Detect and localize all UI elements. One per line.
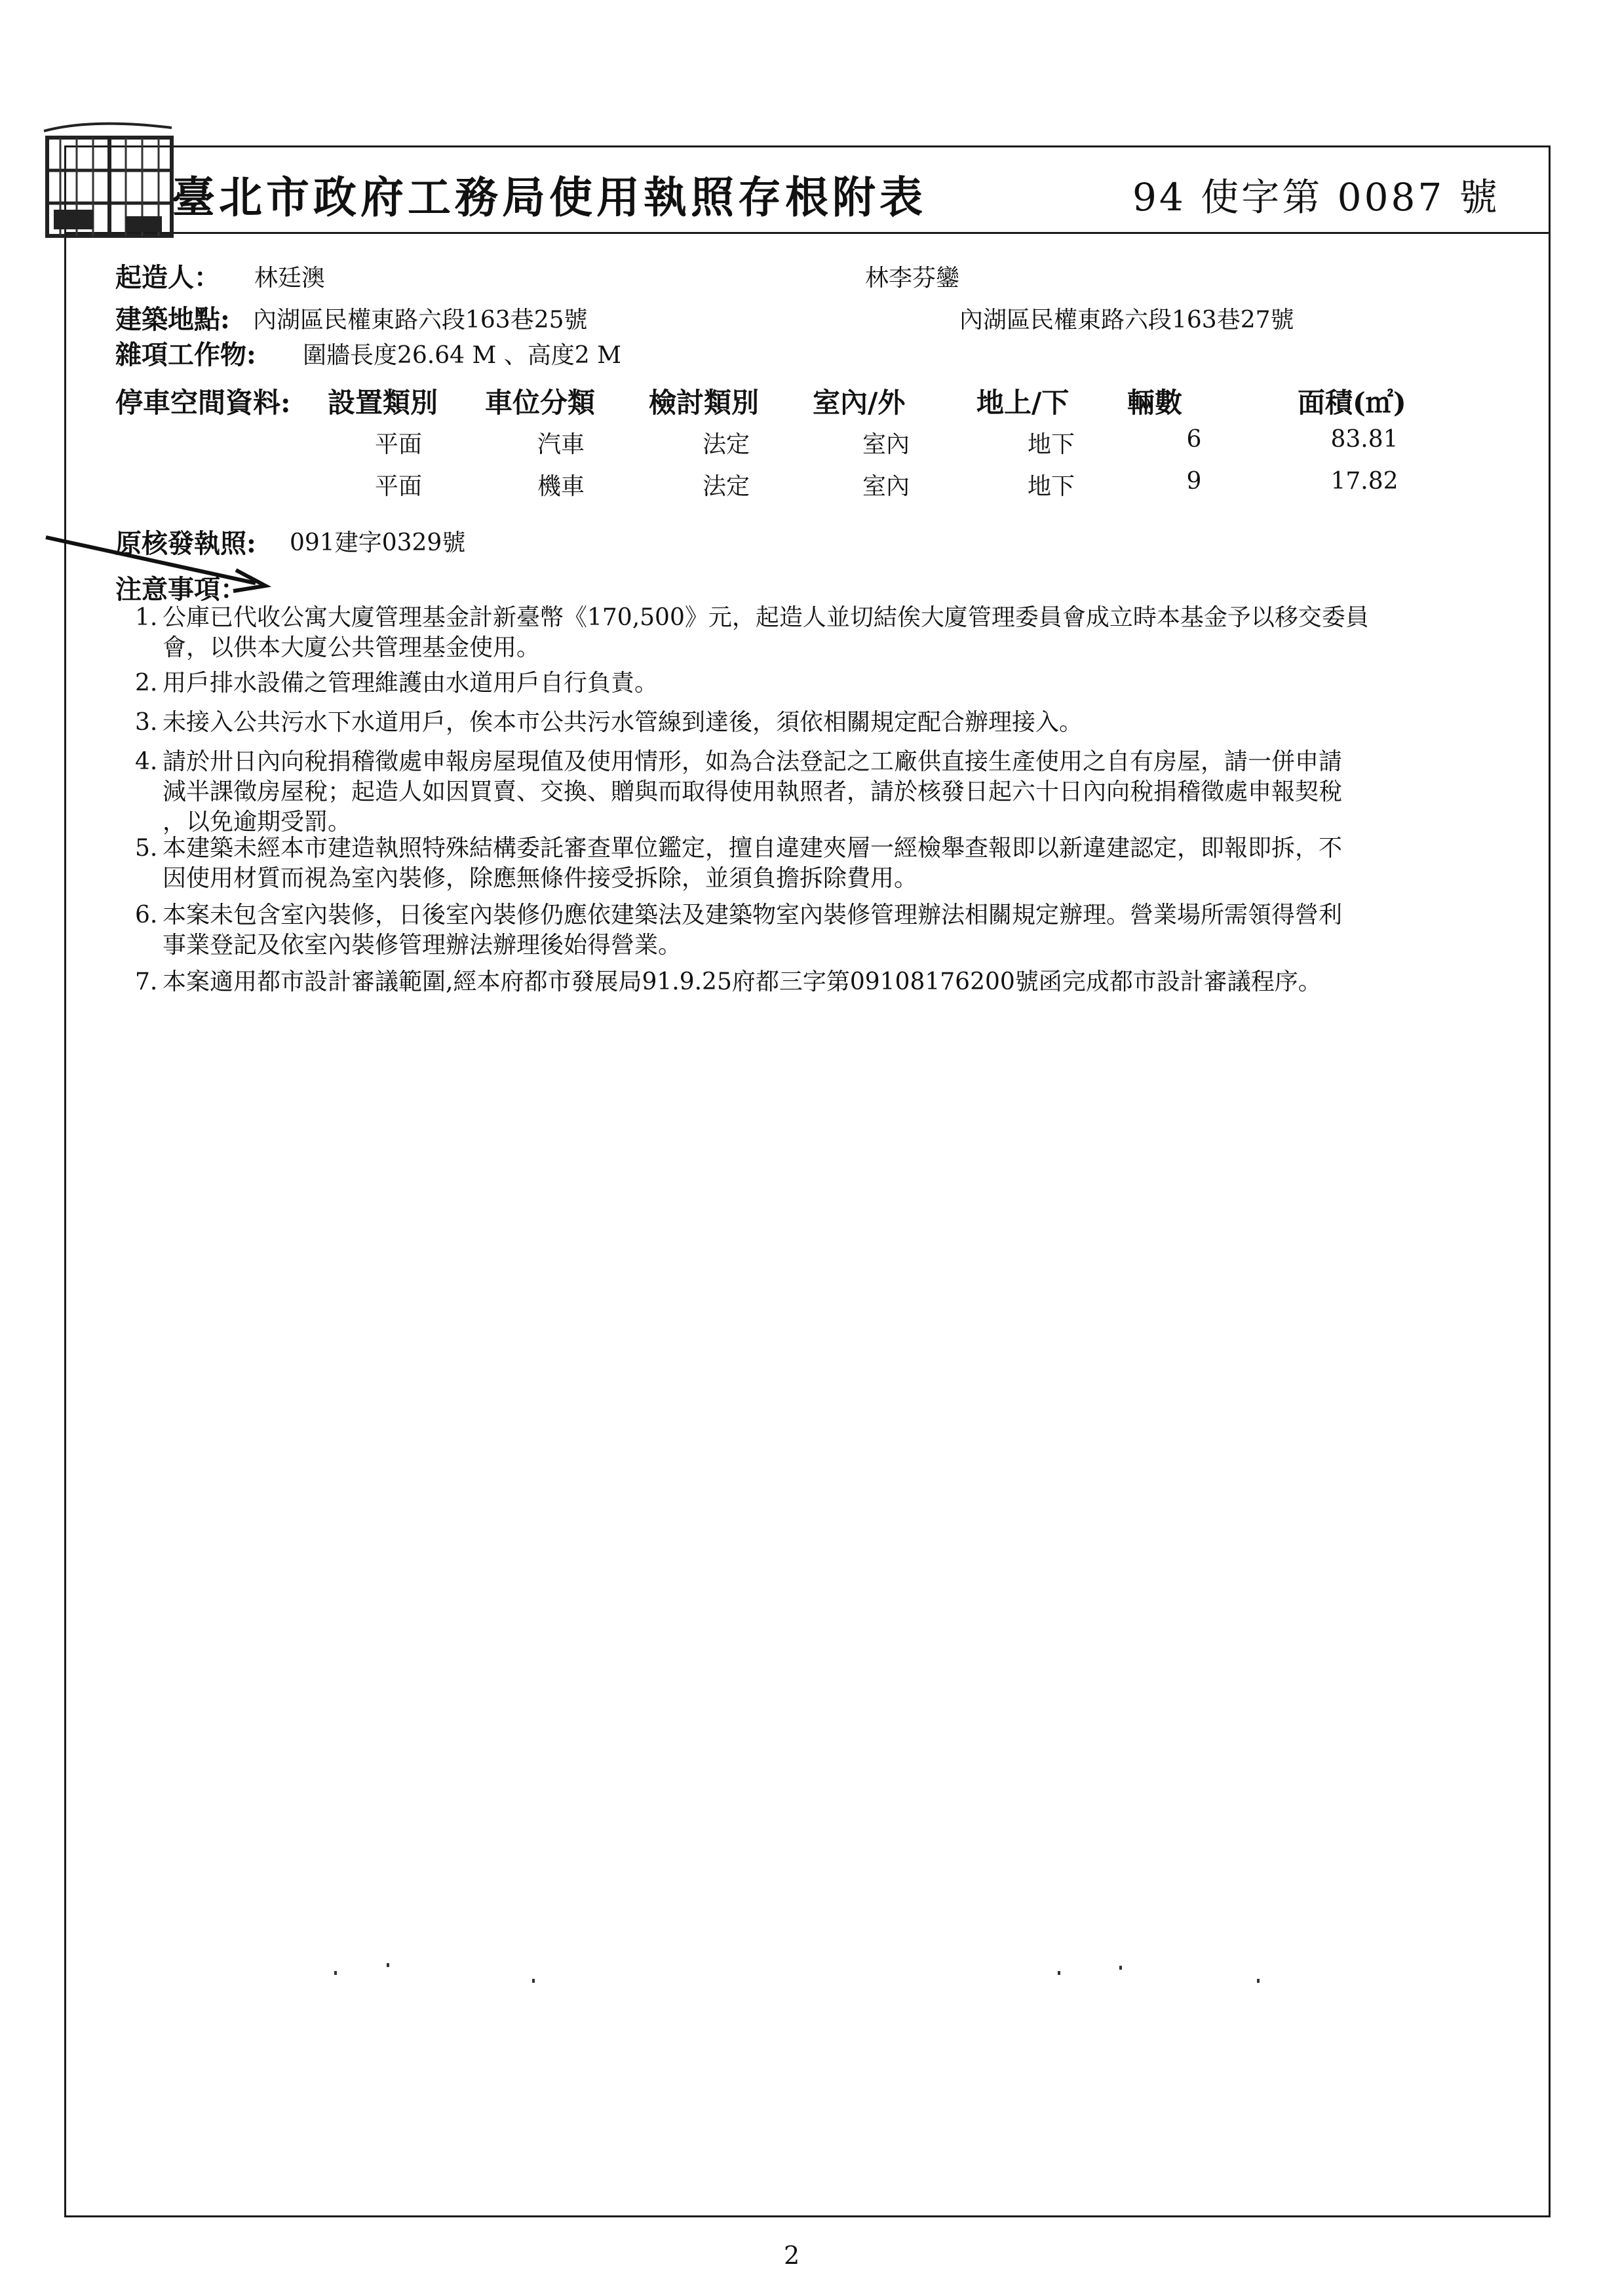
parking-header-cell: 檢討類別 — [649, 387, 760, 419]
note-item — [135, 747, 1537, 837]
note-line: 減半課徵房屋稅；起造人如因買賣、交換、贈與而取得使用執照者，請於核發日起六十日內向稅捐稽徵處申報契稅 — [163, 778, 1343, 805]
license-number: 94 使字第 0087 號 — [1132, 175, 1500, 220]
parking-cell: 法定 — [702, 473, 750, 500]
parking-cell: 9 — [1186, 468, 1202, 495]
note-item — [135, 967, 1537, 997]
notes-label: 注意事項： — [115, 574, 246, 605]
site-address-2: 內湖區民權東路六段163巷27號 — [959, 307, 1294, 334]
page-number: 2 — [784, 2241, 800, 2270]
official-seal-stamp — [41, 118, 178, 249]
parking-cell: 地下 — [1027, 473, 1075, 500]
document-title: 臺北市政府工務局使用執照存根附表 — [172, 172, 927, 223]
parking-cell: 汽車 — [537, 431, 585, 458]
parking-cell: 法定 — [702, 431, 750, 458]
site-label: 建築地點: — [115, 304, 230, 335]
note-line: 本建築未經本市建造執照特殊結構委託審查單位鑑定，擅自違建夾層一經檢舉查報即以新違建認定，即報即拆，不 — [163, 835, 1343, 862]
scan-speck — [334, 1971, 337, 1975]
document-frame — [64, 145, 1551, 2217]
note-number: 4. — [135, 748, 158, 775]
site-address-1: 內湖區民權東路六段163巷25號 — [253, 307, 588, 334]
original-license-label: 原核發執照: — [115, 528, 256, 559]
scan-speck — [1257, 1979, 1260, 1983]
note-line: 事業登記及依室內裝修管理辦法辦理後始得營業。 — [163, 932, 682, 959]
parking-header-cell: 輛數 — [1127, 387, 1183, 419]
applicant-name-1: 林廷澳 — [254, 265, 326, 292]
parking-header-cell: 設置類別 — [328, 387, 438, 419]
note-item — [135, 668, 1537, 698]
note-item — [135, 833, 1537, 894]
note-item — [135, 708, 1537, 738]
note-line: 因使用材質而視為室內裝修，除應無條件接受拆除，並須負擔拆除費用。 — [163, 865, 918, 892]
parking-cell: 17.82 — [1330, 468, 1398, 495]
misc-works-value: 圍牆長度26.64 M 、高度2 M — [303, 342, 622, 369]
note-number: 1. — [135, 604, 158, 631]
parking-cell: 室內 — [862, 431, 910, 458]
note-line: 用戶排水設備之管理維護由水道用戶自行負責。 — [163, 670, 659, 697]
parking-header-cell: 面積(㎡) — [1298, 387, 1406, 419]
parking-cell: 機車 — [537, 473, 585, 500]
note-item — [135, 603, 1537, 663]
parking-header-cell: 室內/外 — [813, 387, 906, 419]
parking-header-cell: 地上/下 — [976, 387, 1070, 419]
scan-speck — [1058, 1971, 1060, 1975]
parking-cell: 83.81 — [1330, 426, 1398, 453]
note-line: ，以免逾期受罰。 — [163, 809, 352, 835]
note-line: 請於卅日內向稅捐稽徵處申報房屋現值及使用情形，如為合法登記之工廠供直接生產使用之自有房屋，請一併申請 — [163, 748, 1343, 775]
parking-cell: 平面 — [374, 431, 422, 458]
parking-cell: 室內 — [862, 473, 910, 500]
note-number: 3. — [135, 709, 158, 736]
parking-cell: 地下 — [1027, 431, 1075, 458]
misc-works-label: 雜項工作物: — [115, 339, 256, 370]
note-line: 公庫已代收公寓大廈管理基金計新臺幣《170,500》元，起造人並切結俟大廈管理委員會成立時本基金予以移交委員 — [163, 604, 1369, 631]
applicant-label: 起造人： — [115, 262, 220, 293]
note-item — [135, 900, 1537, 961]
note-line: 未接入公共污水下水道用戶，俟本市公共污水管線到達後，須依相關規定配合辦理接入。 — [163, 709, 1083, 736]
note-line: 本案未包含室內裝修，日後室內裝修仍應依建築法及建築物室內裝修管理辦法相關規定辦理。營業場所需領得營利 — [163, 902, 1343, 928]
parking-label: 停車空間資料: — [115, 387, 291, 419]
scan-speck — [532, 1979, 535, 1983]
original-license-value: 091建字0329號 — [290, 529, 466, 556]
scan-speck — [1119, 1966, 1122, 1970]
parking-cell: 6 — [1186, 426, 1202, 453]
note-number: 6. — [135, 902, 158, 928]
note-number: 5. — [135, 835, 158, 862]
scan-speck — [387, 1963, 389, 1967]
note-number: 2. — [135, 670, 158, 697]
parking-cell: 平面 — [374, 473, 422, 500]
parking-header-cell: 車位分類 — [485, 387, 596, 419]
note-number: 7. — [135, 968, 158, 995]
title-divider — [64, 232, 1551, 234]
note-line: 會，以供本大廈公共管理基金使用。 — [163, 634, 541, 661]
note-line: 本案適用都市設計審議範圍,經本府都市發展局91.9.25府都三字第09108176200號函完成都市設計審議程序。 — [163, 968, 1322, 995]
applicant-name-2: 林李芬鑾 — [865, 265, 960, 292]
